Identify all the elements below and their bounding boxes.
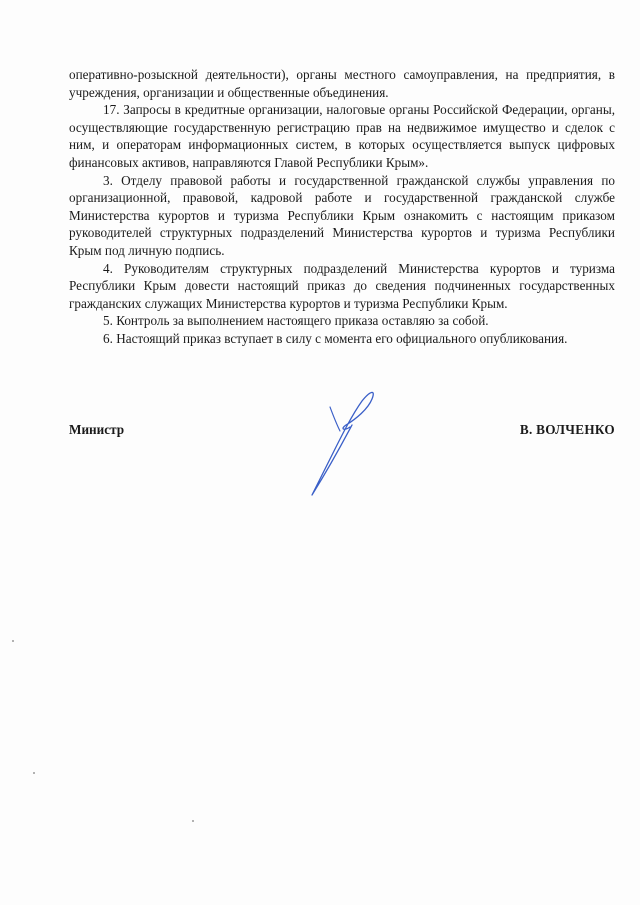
paragraph-item-3: 3. Отделу правовой работы и государственной гражданской службы управления по организационной, правовой, кадровой работе и государственной гражданской службе Министерства курортов и туризма Республики Крым ознакомить с настоящим приказом руководителей структурных подразделений Министерства курортов и туризма Республики Крым под личную подпись. <box>69 172 615 258</box>
handwritten-signature <box>300 385 390 500</box>
scan-speck <box>192 820 194 822</box>
paragraph-item-6: 6. Настоящий приказ вступает в силу с момента его официального опубликования. <box>103 330 568 346</box>
paragraph-item-5: 5. Контроль за выполнением настоящего приказа оставляю за собой. <box>103 313 489 329</box>
paragraph-item-17: 17. Запросы в кредитные организации, налоговые органы Российской Федерации, органы, осуществляющие государственную регистрацию прав на недвижимое имущество и сделок с ним, и операторам информационных систем, в которых осуществляется выпуск цифровых финансовых активов, направляются Главой Республики Крым». <box>69 102 615 170</box>
paragraph-continuation: оперативно-розыскной деятельности), органы местного самоуправления, на предприятия, в учреждения, организации и общественные объединения. <box>69 67 615 100</box>
paragraph-item-4: 4. Руководителям структурных подразделений Министерства курортов и туризма Республики Крым довести настоящий приказ до сведения подчиненных государственных гражданских служащих Министерства курортов и туризма Республики Крым. <box>69 260 615 311</box>
signer-position: Министр <box>69 422 125 437</box>
scan-speck <box>33 772 35 774</box>
document-body <box>69 66 615 348</box>
signer-name: В. ВОЛЧЕНКО <box>519 422 615 437</box>
scan-speck <box>12 640 14 642</box>
